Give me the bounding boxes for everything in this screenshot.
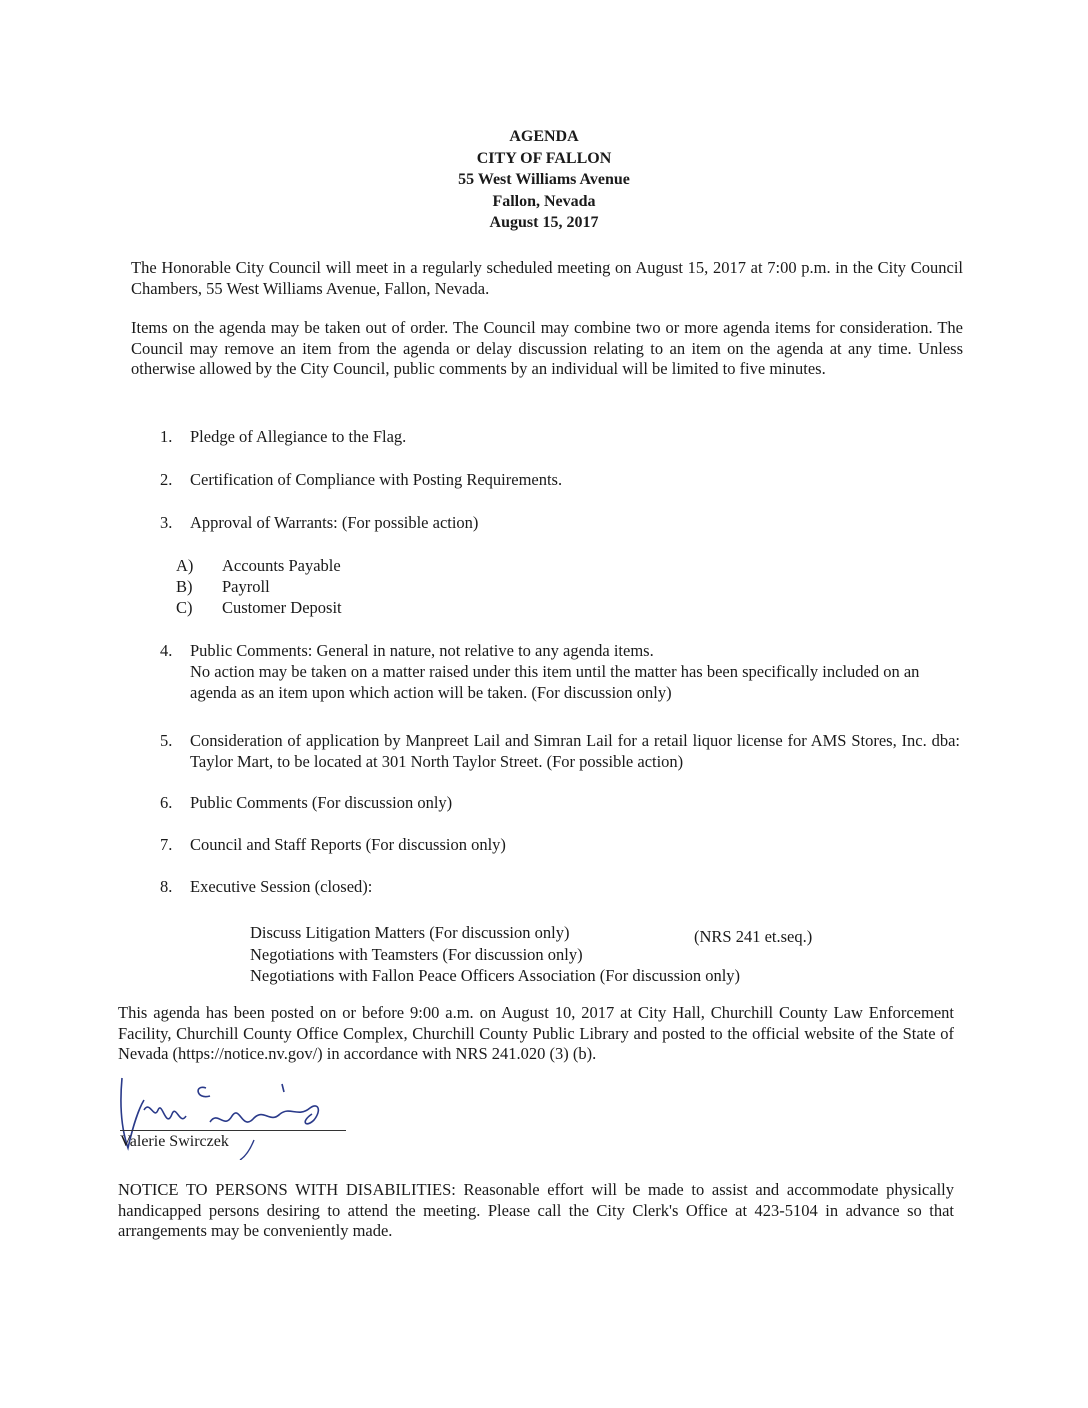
executive-line-3: Negotiations with Fallon Peace Officers Association (For discussion only) [250,966,741,985]
warrant-subitem-b [176,576,270,597]
item-text-line2: No action may be taken on a matter raised under this item until the matter has been specifically included on an agenda as an item upon which action will be taken. (For discussion only) [190,662,920,702]
item-text: Pledge of Allegiance to the Flag. [190,427,407,446]
item-number: 1. [160,427,173,446]
item-number: 6. [160,793,173,812]
header-title: AGENDA [509,128,579,145]
subitem-letter: B) [176,577,193,596]
warrant-subitem-c [176,597,342,618]
warrant-subitem-a [176,555,341,576]
rules-paragraph: Items on the agenda may be taken out of order. The Council may combine two or more agenda items for consideration. The Council may remove an item from the agenda or delay discussion relating to an item on the agenda at any time. Unless otherwise allowed by the City Council, public comments by an individual will be limited to five minutes. [131,318,963,378]
executive-nrs-reference: (NRS 241 et.seq.) [694,927,813,946]
signature-block [114,1070,354,1160]
item-text: Approval of Warrants: (For possible action) [190,513,479,532]
header-address: 55 West Williams Avenue [458,171,630,188]
item-number: 2. [160,470,173,489]
item-text: Certification of Compliance with Posting Requirements. [190,470,563,489]
signature-line [120,1130,346,1131]
item-text: Council and Staff Reports (For discussion only) [190,835,506,854]
executive-litigation: Discuss Litigation Matters (For discussion only) [250,923,570,942]
header-date: August 15, 2017 [489,214,599,231]
subitem-text: Accounts Payable [222,556,341,575]
item-text: Executive Session (closed): [190,877,373,896]
item-number: 8. [160,877,173,896]
header-city: CITY OF FALLON [476,149,612,167]
item-text-line1: Public Comments: General in nature, not relative to any agenda items. [190,641,654,660]
agenda-header [0,126,1088,234]
posting-notice: This agenda has been posted on or before 9:00 a.m. on August 10, 2017 at City Hall, Churchill County Law Enforcement Facility, Churchill County Office Complex, Churchill County Public Library and posted to the official website of the State of Nevada (https://notice.nv.gov/) in accordance with NRS 241.020 (3) (b). [118,1003,954,1063]
item-text: Public Comments (For discussion only) [190,793,453,812]
intro-paragraph: The Honorable City Council will meet in a regularly scheduled meeting on August 15, 2017 at 7:00 p.m. in the City Council Chambers, 55 West Williams Avenue, Fallon, Nevada. [131,258,963,298]
subitem-letter: C) [176,598,193,617]
subitem-text: Payroll [222,577,270,596]
header-location: Fallon, Nevada [492,192,596,210]
subitem-letter: A) [176,556,194,575]
executive-line-1 [250,922,569,943]
disabilities-notice: NOTICE TO PERSONS WITH DISABILITIES: Reasonable effort will be made to assist and accommodate physically handicapped persons desiring to attend the meeting. Please call the City Clerk's Office at 423-5104 in advance so that arrangements may be conveniently made. [118,1180,954,1240]
item-number: 3. [160,513,173,532]
signer-name: Valerie Swirczek [120,1133,229,1150]
item-text [190,640,960,703]
item-text: Consideration of application by Manpreet Lail and Simran Lail for a retail liquor license for AMS Stores, Inc. dba: Taylor Mart, to be located at 301 North Taylor Street. (For possible action) [190,731,960,771]
item-number: 7. [160,835,173,854]
item-number: 4. [160,641,173,660]
executive-line-2: Negotiations with Teamsters (For discussion only) [250,945,583,964]
subitem-text: Customer Deposit [222,598,342,617]
item-number: 5. [160,731,173,750]
